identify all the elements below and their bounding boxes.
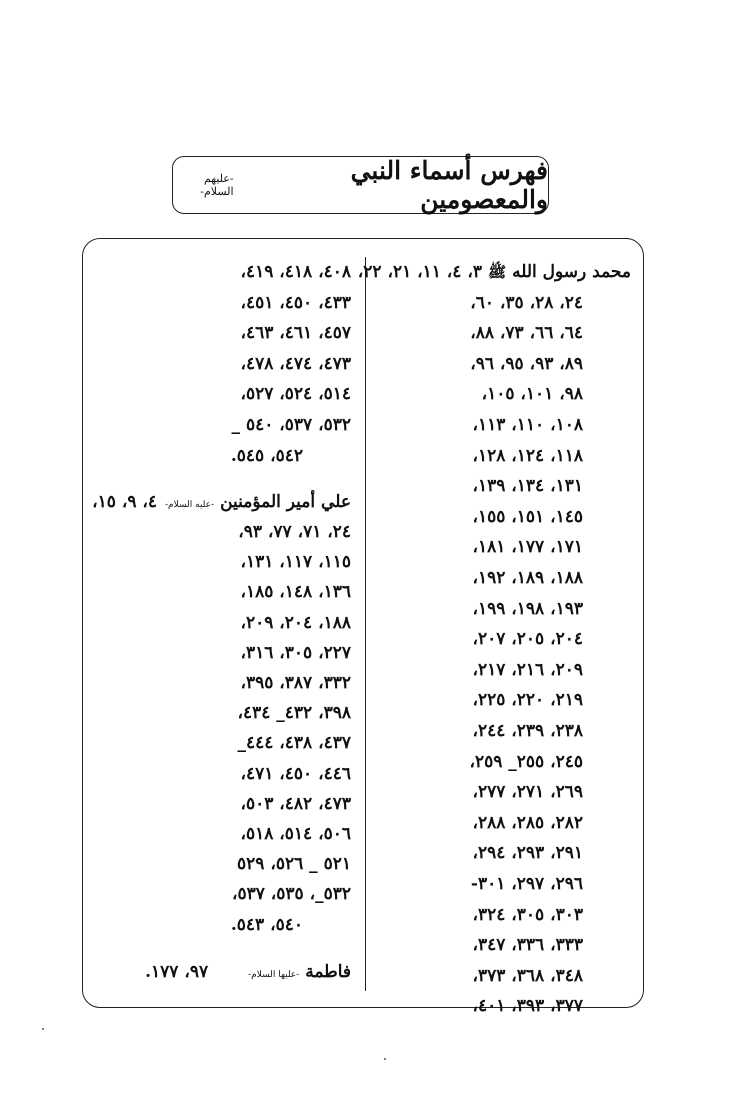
page-refs-line: ٥٣٢، ٥٣٧، ٥٤٠ _: [231, 415, 351, 435]
page-refs-line: ١١٥، ١١٧، ١٣١،: [240, 552, 351, 573]
page-refs-line: ٤٧٣، ٤٨٢، ٥٠٣،: [240, 793, 351, 814]
page-refs-line: ١٨٨، ١٨٩، ١٩٢،: [472, 568, 583, 588]
scan-speck: [384, 1058, 386, 1060]
page-refs-line: ١٤٥، ١٥١، ١٥٥،: [472, 506, 583, 527]
entry-name: فاطمة: [305, 962, 351, 982]
page-refs-line: ٨٩، ٩٣، ٩٥، ٩٦،: [470, 353, 583, 374]
entry-honorific: -عليه السلام-: [165, 500, 215, 510]
entry-name: محمد رسول الله: [512, 262, 631, 282]
page-refs-line: ٢٢٧، ٣٠٥، ٣١٦،: [240, 642, 351, 663]
page-refs: ٣، ٤، ١١، ٢١، ٢٢،: [357, 262, 482, 282]
page-refs-line: ٣٣٢، ٣٨٧، ٣٩٥،: [240, 673, 351, 693]
page-refs-line: ٢٩٦، ٢٩٧، ٣٠١-: [470, 874, 583, 894]
page-refs-line: ٢٤، ٢٨، ٣٥، ٦٠،: [470, 292, 583, 313]
page-refs-line: ٥٢١ _ ٥٢٦، ٥٢٩: [237, 854, 351, 875]
page-refs-line: ١٣٦، ١٤٨، ١٨٥،: [240, 582, 351, 603]
page-refs-line: ٤٣٣، ٤٥٠، ٤٥١،: [240, 292, 351, 313]
page-refs-line: ٤٠٨، ٤١٨، ٤١٩،: [240, 262, 351, 282]
page-refs-line: ٢٩١، ٢٩٣، ٢٩٤،: [472, 843, 583, 864]
page-refs-line: ١٩٣، ١٩٨، ١٩٩،: [472, 598, 583, 619]
page-refs-line: ٢٠٩، ٢١٦، ٢١٧،: [472, 659, 583, 680]
page-refs-line: ٥١٤، ٥٢٤، ٥٢٧،: [240, 384, 351, 405]
page-refs-line: ٤٧٣، ٤٧٤، ٤٧٨،: [240, 353, 351, 374]
page-refs-line: ٣٠٣، ٣٠٥، ٣٢٤،: [472, 904, 583, 925]
page-refs-line: ٤٣٧، ٤٣٨، ٤٤٤_: [237, 733, 351, 754]
page-refs-line: ٢٤٥، ٢٥٥_ ٢٥٩،: [469, 751, 583, 772]
page-refs-line: ١٧١، ١٧٧، ١٨١،: [472, 537, 583, 558]
page-refs-line: ٤٤٦، ٤٥٠، ٤٧١،: [240, 763, 351, 784]
entry-honorific: -عليها السلام-: [248, 970, 300, 980]
page-refs-line: ٦٤، ٦٦، ٧٣، ٨٨،: [470, 323, 583, 344]
index-title-box: [172, 156, 549, 214]
page-refs-line: ٣٧٧، ٣٩٣، ٤٠١،: [472, 996, 583, 1017]
page-refs-line: ٥٠٦، ٥١٤، ٥١٨،: [240, 824, 351, 844]
scan-speck: [42, 1028, 44, 1030]
page-refs-line: ١١٨، ١٢٤، ١٢٨،: [472, 445, 583, 466]
page-refs-line: ٣٩٨، ٤٣٢_ ٤٣٤،: [237, 703, 351, 724]
page-refs-line: ٩٨، ١٠١، ١٠٥،: [481, 384, 583, 405]
page-refs: ٤، ٩، ١٥،: [92, 492, 157, 512]
page-refs-line: ١٣١، ١٣٤، ١٣٩،: [472, 476, 583, 497]
page-refs-line: ٣٤٨، ٣٦٨، ٣٧٣،: [472, 965, 583, 986]
entry-ali: [92, 487, 351, 517]
entry-muhammad: [358, 257, 631, 287]
page-refs-line: ٢٦٩، ٢٧١، ٢٧٧،: [472, 782, 583, 803]
page-refs-line: ٣٣٣، ٣٣٦، ٣٤٧،: [472, 935, 583, 956]
index-column-left: [93, 239, 361, 1007]
page-refs-line: ٢٠٤، ٢٠٥، ٢٠٧،: [472, 629, 583, 650]
page-refs-line: ١٨٨، ٢٠٤، ٢٠٩،: [240, 612, 351, 633]
page-refs-line: ٥٤٢، ٥٤٥.: [230, 445, 303, 466]
page-refs-line: ٥٤٠، ٥٤٣.: [230, 914, 303, 935]
entry-fatima: [145, 957, 351, 987]
page-refs-line: ١٠٨، ١١٠، ١١٣،: [472, 415, 583, 435]
page-title: فهرس أسماء النبي والمعصومين: [350, 156, 548, 214]
index-column-right: [357, 239, 641, 1017]
column-divider: [365, 257, 366, 991]
page-refs: ٩٧، ١٧٧.: [145, 962, 209, 982]
page-refs-line: ٢٨٢، ٢٨٥، ٢٨٨،: [472, 812, 583, 833]
page-refs-line: ٥٣٢_، ٥٣٥، ٥٣٧،: [231, 884, 351, 905]
entry-name: علي أمير المؤمنين: [220, 492, 351, 512]
index-table: [82, 238, 644, 1017]
page-refs-line: ٤٥٧، ٤٦١، ٤٦٣،: [240, 323, 351, 344]
title-honorific: -عليهم السلام-: [200, 172, 234, 198]
salawat-seal-icon: ﷺ: [487, 263, 507, 281]
page-refs-line: ٢٤، ٧١، ٧٧، ٩٣،: [238, 522, 351, 542]
page-refs-line: ٢١٩، ٢٢٠، ٢٢٥،: [472, 690, 583, 711]
page-refs-line: ٢٣٨، ٢٣٩، ٢٤٤،: [472, 721, 583, 741]
